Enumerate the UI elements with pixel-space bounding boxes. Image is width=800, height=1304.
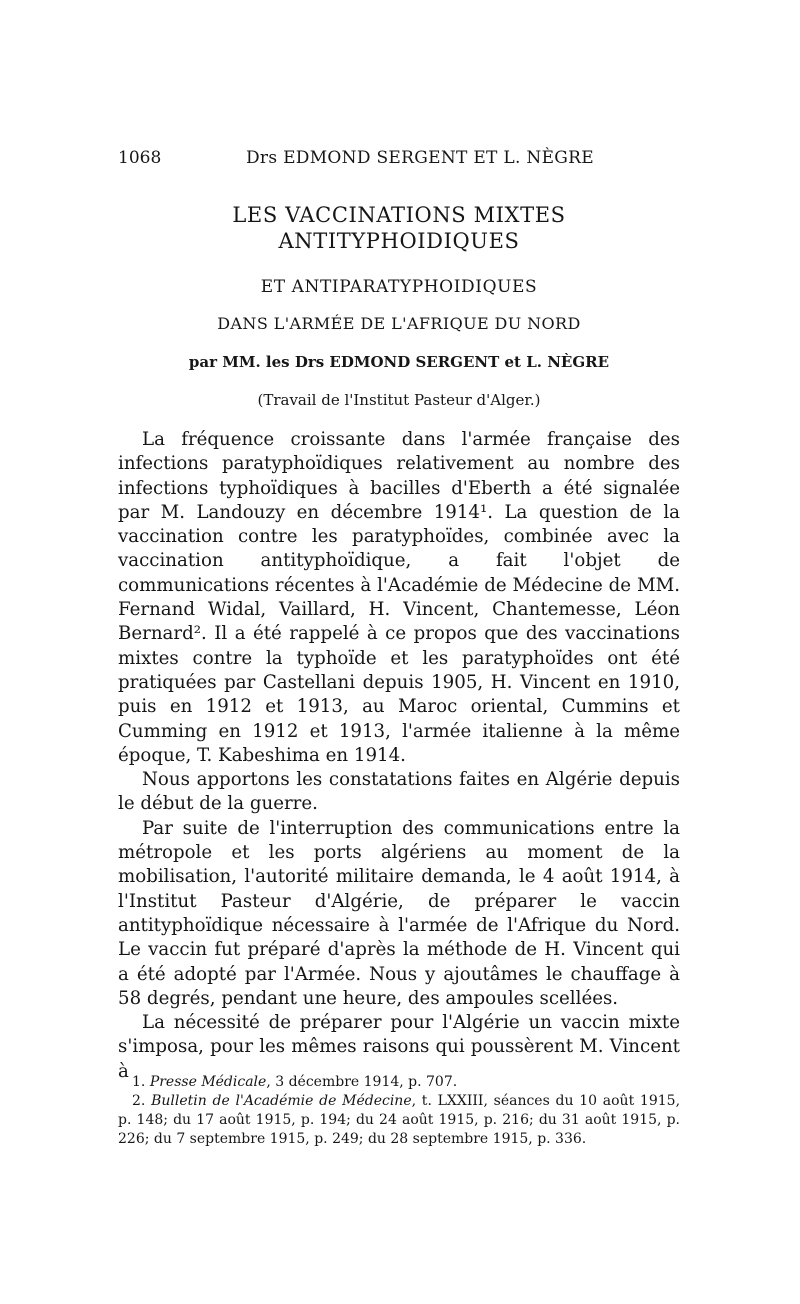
footnote-2 (118, 1092, 680, 1149)
footnote-1-text: , 3 décembre 1914, p. 707. (266, 1074, 458, 1090)
authors-line: par MM. les Drs EDMOND SERGENT et L. NÈGRE (188, 353, 610, 371)
footnote-2-number: 2. (132, 1093, 146, 1109)
page-number: 1068 (118, 148, 162, 168)
affiliation-line: (Travail de l'Institut Pasteur d'Alger.) (257, 391, 541, 409)
paragraph-4: La nécessité de préparer pour l'Algérie un vaccin mixte s'imposa, pour les mêmes raisons qui poussèrent M. Vincent à (118, 1012, 680, 1082)
running-title: Drs EDMOND SERGENT ET L. NÈGRE (246, 148, 594, 168)
footnote-1-source: Presse Médicale (149, 1074, 267, 1090)
article-title-line-3: DANS L'ARMÉE DE L'AFRIQUE DU NORD (217, 314, 581, 333)
footnote-1 (118, 1073, 680, 1092)
footnote-2-source: Bulletin de l'Académie de Médecine (151, 1093, 412, 1109)
article-title-line-1: LES VACCINATIONS MIXTES ANTITYPHOIDIQUES (232, 203, 566, 253)
footnote-2-text: , t. LXXIII, séances du 10 août 1915, p. 148; du 17 août 1915, p. 194; du 24 août 1915, p. 216; du 31 août 1915, p. 226; du 7 septembre 1915, p. 249; du 28 septembre 1915, p. 336. (118, 1093, 681, 1147)
footnotes (118, 1073, 680, 1149)
footnote-1-number: 1. (132, 1074, 146, 1090)
article-title-line-2: ET ANTIPARATYPHOIDIQUES (260, 277, 538, 297)
paragraph-1: La fréquence croissante dans l'armée française des infections paratyphoïdiques relativement au nombre des infections typhoïdiques à bacilles d'Eberth a été signalée par M. Landouzy en décembre 1914¹. La question de la vaccination contre les paratyphoïdes, combinée avec la vaccination antityphoïdique, a fait l'objet de communications récentes à l'Académie de Médecine de MM. Fernand Widal, Vaillard, H. Vincent, Chantemesse, Léon Bernard². Il a été rappelé à ce propos que des vaccinations mixtes contre la typhoïde et les paratyphoïdes ont été pratiquées par Castellani depuis 1905, H. Vincent en 1910, puis en 1912 et 1913, au Maroc oriental, Cummins et Cumming en 1912 et 1913, l'armée italienne à la même époque, T. Kabeshima en 1914. (118, 429, 680, 766)
paragraph-3: Par suite de l'interruption des communications entre la métropole et les ports algériens au moment de la mobilisation, l'autorité militaire demanda, le 4 août 1914, à l'Institut Pasteur d'Algérie, de préparer le vaccin antityphoïdique nécessaire à l'armée de l'Afrique du Nord. Le vaccin fut préparé d'après la méthode de H. Vincent qui a été adopté par l'Armée. Nous y ajoutâmes le chauffage à 58 degrés, pendant une heure, des ampoules scellées. (118, 817, 680, 1009)
paragraph-2: Nous apportons les constatations faites en Algérie depuis le début de la guerre. (118, 769, 680, 815)
article-body (118, 428, 680, 1084)
title-block (118, 202, 680, 410)
